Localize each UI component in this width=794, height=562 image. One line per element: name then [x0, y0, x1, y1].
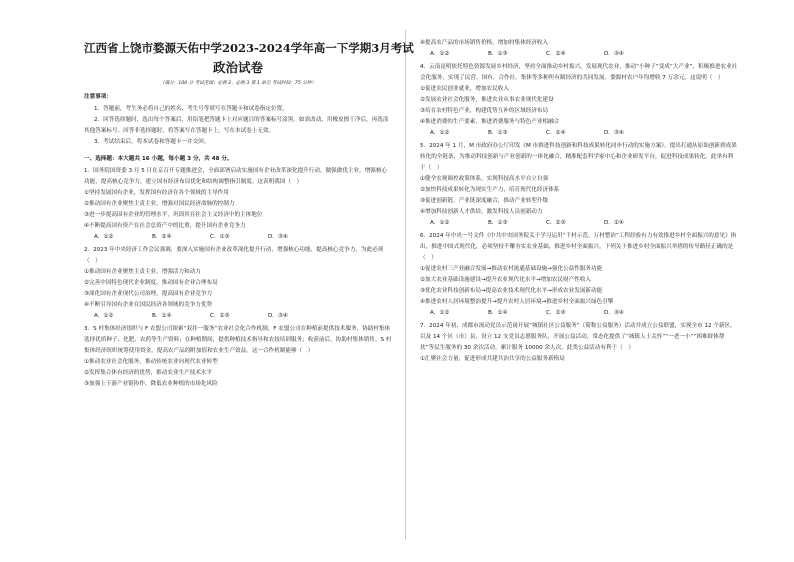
- answer-choice: B．①③: [488, 51, 508, 57]
- question-option: ②完善中国特色现代企业制度，推动国有企业合理布局: [84, 280, 218, 286]
- question-block: [84, 245, 392, 322]
- question-option: ④推进农村人居环境整治提升→提升农村人居环境→推进乡村全面振兴绿色引擎: [420, 299, 614, 305]
- question-option: ③培育农村特色产业，构建优势互补的区域经济布局: [420, 108, 549, 114]
- answer-choices: [84, 232, 392, 243]
- answer-choice: C．②④: [546, 51, 566, 57]
- question-stem: 2．2023 年中央经济工作会议强调，要深入实施国有企业改革深化提升行动，增强核心功能、提高核心竞争力。为此必须（ ）: [84, 247, 384, 264]
- question-option: ①推动农业社会化服务，推动传统农业向现代农业转型: [84, 359, 218, 365]
- answer-choice: C．①③: [210, 234, 230, 240]
- answer-choices: [84, 311, 392, 322]
- question-stem: 6．2024 年中央一号文件《中共中央国务院关于学习运用“千村示范、万村整治”工程经验有力有效推进乡村全面振兴的意见》指出，推进中国式现代化，必须坚持不懈夯实农业基础，推进乡村全面振兴。下列关于推进乡村全面振兴举措的传导路径正确的是（ ）: [420, 233, 737, 261]
- question-block: [420, 38, 738, 60]
- question-block: [420, 321, 738, 365]
- answer-choice: D．③④: [604, 130, 624, 136]
- notice-item: 1．答题前，考生务必将自己的姓名、考生号等填写在答题卡和试卷指定位置。: [94, 106, 288, 112]
- question-option: ④增加科技创新人才供给，激发科技人员创新动力: [420, 209, 543, 215]
- question-option: ③深化国有企业现代公司治理，提高国有企业竞争力: [84, 291, 213, 297]
- column-divider: [405, 30, 406, 540]
- question-option: ②推动国有企业聚焦主责主业，增强对国民经济命脉的控制力: [84, 201, 235, 207]
- answer-choice: A．①②: [94, 313, 114, 319]
- answer-choice: C．②③: [210, 313, 230, 319]
- answer-choice: B．①③: [488, 130, 508, 136]
- answer-choice: B．①④: [152, 313, 172, 319]
- question-stem: 4．云南昆明依托特色资源发展乡村经济，坚持全面推动乡村振兴，发展现代农业，推动“小种子”变成“大产业”，积极推进农业社会化服务，实现了民营、国有、合作社、集体等多种所有制经济的共同发展。婺源村农户年均增收 7 万余元。这说明（ ）: [420, 64, 738, 81]
- question-block: [420, 62, 738, 139]
- question-option: ①健全宏观调控政策体系，实现科技高水平自立自强: [420, 176, 549, 182]
- answer-choice: D．③④: [268, 313, 288, 319]
- right-question-list: [420, 38, 738, 365]
- answer-choice: B．②④: [152, 234, 172, 240]
- question-stem: 5．2024 年 1 月，M 市政府办公厅印发《M 市推进科技创新和科技成果转化同步行动的实施方案》，提出打通从原始创新到成果转化的全链条，为推动科技创新与产业创新的一体化融合，精准配套科学家中心和企业研发平台，促进科技成果转化。此举有利于（ ）: [420, 143, 737, 171]
- exam-title: 江西省上饶市婺源天佑中学2023-2024学年高一下学期3月考试: [84, 41, 414, 55]
- answer-choice: D．③④: [604, 310, 624, 316]
- answer-choice: A．①②: [94, 234, 114, 240]
- notice-list: [84, 104, 392, 148]
- answer-choice: C．②③: [546, 220, 566, 226]
- question-option: ①坚持发展国有企业，发挥国有经济在各个领域的主导作用: [84, 190, 229, 196]
- question-option: ④不断提高国有资产在社会总资产中的比重，提升国有企业竞争力: [84, 223, 246, 229]
- question-option: ②发展农业社会化服务，推进农业从事农业现代化建设: [420, 97, 554, 103]
- answer-choice: B．①④: [488, 310, 508, 316]
- question-option: ①促进农民创业就业，增加农民收入: [420, 86, 509, 92]
- answer-choice: A．①②: [430, 310, 450, 316]
- answer-choice: D．②④: [604, 220, 624, 226]
- answer-choice: B．①③: [488, 220, 508, 226]
- question-option: ③优化农业科技创新布局→提高农业技术现代化水平→形成农业发展新动能: [420, 288, 603, 294]
- question-option: ④推进消费的生产要素，推进消费服务与特色产业相融合: [420, 119, 560, 125]
- answer-choice: C．②④: [546, 130, 566, 136]
- question-stem: 7．2024 年初，成都市流动党员示范岗开展“城镇社区公益服务”（简称公益服务）活动并成立公益联盟，实现全市 12 个新区，以及 14 个区（市）县，设立 12 支党员志愿服务队，开展公益活动，常态化提供了“城镇人士关怀”“一老一小”“困难群体帮扶”等民生服务的 30 余次活动，累计服务 10000 余人次。此类公益活动有利于（ ）: [420, 323, 736, 351]
- question-option: ②加快科技成果转化为现实生产力，培育现代化经济体系: [420, 187, 560, 193]
- answer-choice: A．①②: [430, 130, 450, 136]
- answer-choice: A．①②: [430, 51, 450, 57]
- question-option: ①促进农村三产业融合发展→推动农村流通基础设施→强化公益性服务功能: [420, 266, 603, 272]
- exam-subtitle: 政治试卷: [212, 60, 263, 75]
- question-block: [420, 141, 738, 229]
- answer-choices: [420, 308, 738, 319]
- answer-choice: D．③④: [604, 51, 624, 57]
- question-option: ③促进创新链、产业链深度融合，推动产业转型升级: [420, 198, 549, 204]
- answer-choice: A．①②: [430, 220, 450, 226]
- question-option: ②加大农业基础设施建设→提升农业现代化水平→增加农民财产性收入: [420, 277, 592, 283]
- question-option: ①推动国有企业聚焦主责主业，增强活力和动力: [84, 269, 201, 275]
- left-column: [84, 34, 414, 390]
- question-option: ②发挥集合体有经济的优势，推动农业生产技术水平: [84, 370, 213, 376]
- question-option: ③进一步提高国有企业的管理水平，巩固其在社会主义经济中的主体地位: [84, 212, 263, 218]
- question-option: ③加强上下游产业链协作，降低农业种植的市场化风险: [84, 381, 218, 387]
- section-heading: 一、选择题：本大题共 16 小题，每小题 3 分，共 48 分。: [84, 156, 233, 162]
- question-option: ④提高农产品的市场销售价格，增加村集体经济收入: [420, 40, 549, 46]
- answer-choice: D．③④: [268, 234, 288, 240]
- question-option: ①汇聚社会力量，促进形成共建共治共享的公益服务新格局: [420, 356, 565, 362]
- notice-heading: 注意事项：: [84, 94, 112, 100]
- left-question-list: [84, 166, 392, 390]
- question-block: [420, 231, 738, 319]
- answer-choices: [420, 218, 738, 229]
- answer-choices: [420, 128, 738, 139]
- notice-item: 2．回答选择题时，选出每个答案后，用铅笔把答题卡上对应题目的答案标号涂黑。如需改动，用橡皮擦干净后，再选涂其他答案标号。回答非选择题时，将答案写在答题卡上。写在本试卷上无效。: [84, 117, 389, 134]
- question-block: [84, 324, 392, 390]
- right-column: [420, 38, 738, 365]
- exam-meta: （满分：100 分 考试范围：必修 2、必修 3 第 1 单元 考试时间：75 分钟）: [160, 81, 316, 86]
- question-stem: 3．S 村集体经济组织与 F 农盟公司探索“双挂一服务”农业社会化合作机制，F 农盟公司在种植前提供技术服务，协助村集体选择优质种子、化肥、农药等生产资料；在种植期间，提供种植技术指导和农技培训服务；收获前后，协助村集体销售。S 村集体经济组织统筹使用资金，提高农产品的附加值和农业生产效益。这一合作机制能够（ ）: [84, 326, 392, 354]
- question-block: [84, 166, 392, 243]
- answer-choices: [420, 49, 738, 60]
- answer-choice: C．②③: [546, 310, 566, 316]
- question-stem: 1．国务院国资委 3 月 5 日在京召开专题推进会，全面部署启动实施国有企业改革深化提升行动，做强做优主业，增强核心功能，提高核心竞争力，建立国有经济布局优化和结构调整指引制度。这表明我国（ ）: [84, 168, 388, 185]
- notice-item: 3．考试结束后，将本试卷和答题卡一并交回。: [94, 139, 210, 145]
- question-option: ④不断引导国有企业在国民经济各领域的竞争力优势: [84, 302, 213, 308]
